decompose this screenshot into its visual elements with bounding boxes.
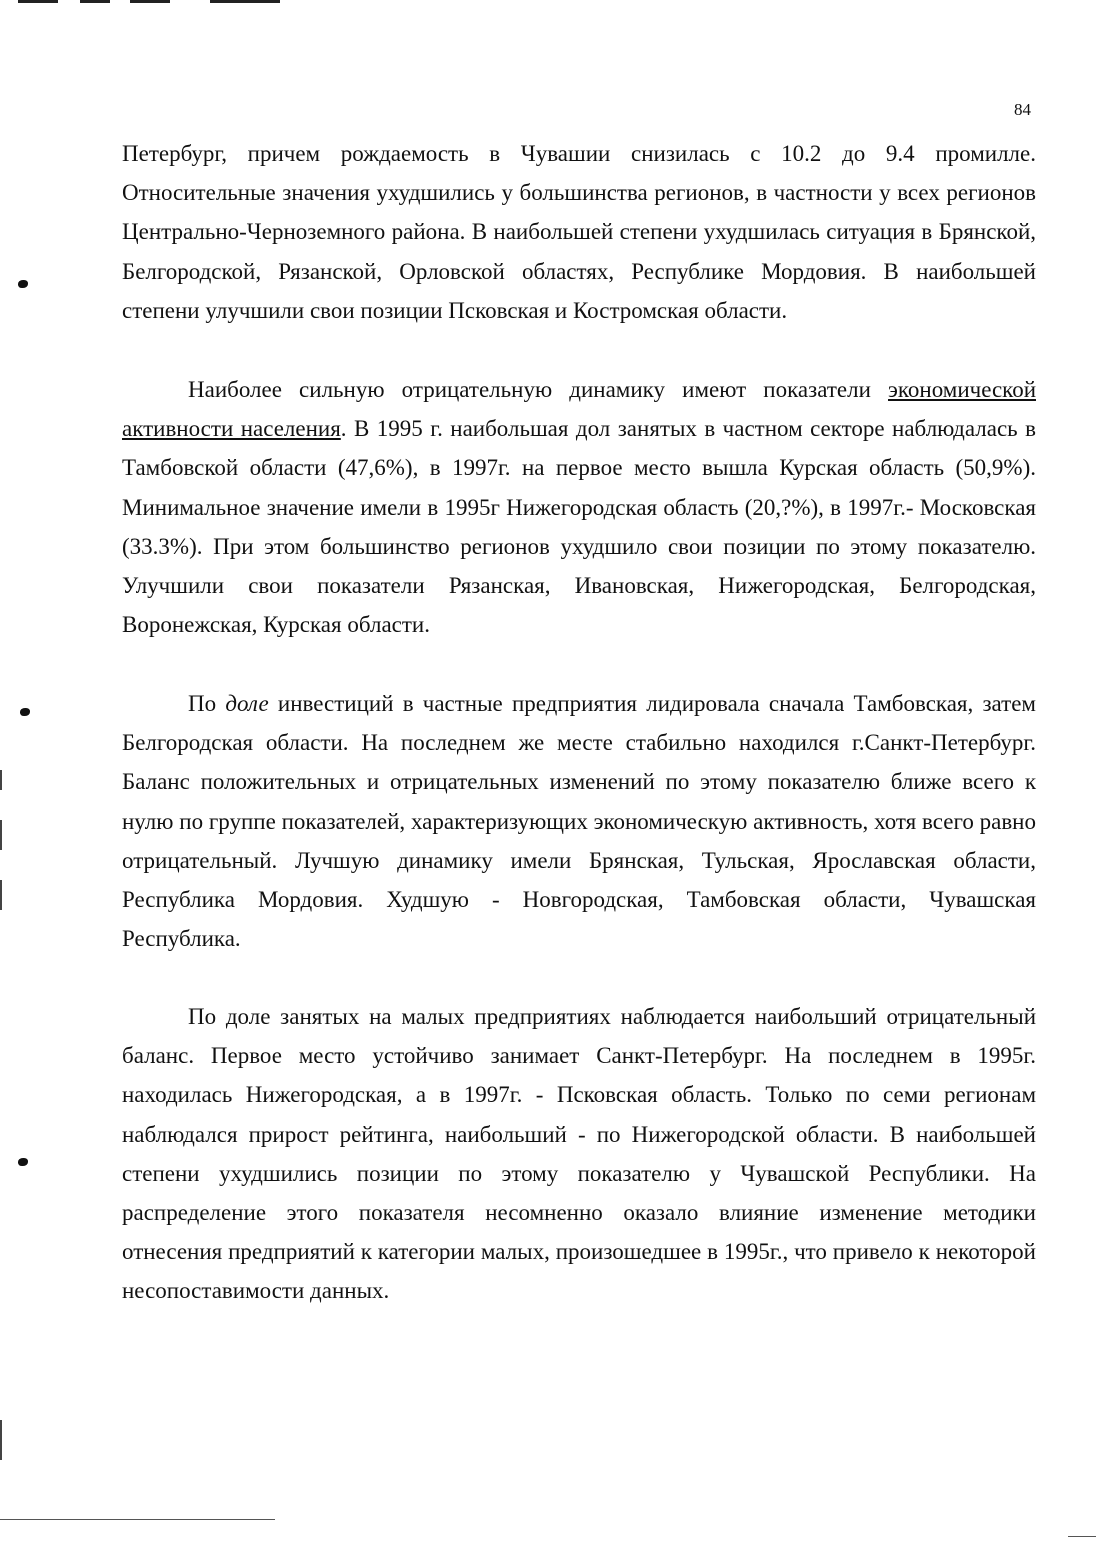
margin-tick [0, 880, 2, 910]
bottom-rule [0, 1519, 275, 1520]
paragraph-rest: . В 1995 г. наибольшая дол занятых в частном секторе наблюдалась в Тамбовской области (47,6%), в 1997г. на первое место вышла Курская область (50,9%). Минимальное значение имели в 1995г Нижегородская область (20,?%), в 1997г.- Московская (33.3%). При этом большинство регионов ухудшило свои позиции по этому показателю. Улучшили свои показатели Рязанская, Ивановская, Нижегородская, Белгородская, Воронежская, Курская области. [122, 416, 1036, 638]
paragraph-lead: По [188, 691, 226, 716]
paragraph-3 [122, 684, 1036, 958]
margin-tick [0, 820, 2, 850]
paragraph-lead: Наиболее сильную отрицательную динамику имеют показатели [188, 377, 889, 402]
margin-tick [0, 1420, 2, 1460]
paragraph-text: По доле занятых на малых предприятиях наблюдается наибольший отрицательный баланс. Первое место устойчиво занимает Санкт-Петербург. На последнем в 1995г. находилась Нижегородская, а в 1997г. - Псковская область. Только по семи регионам наблюдался прирост рейтинга, наибольший - по Нижегородской области. В наибольшей степени ухудшились позиции по этому показателю у Чувашской Республики. На распределение этого показателя несомненно оказало влияние изменение методики отнесения предприятий к категории малых, произошедшее в 1995г., что привело к некоторой несопоставимости данных. [122, 1004, 1036, 1304]
paragraph-rest: инвестиций в частные предприятия лидировала сначала Тамбовская, затем Белгородская области. На последнем же месте стабильно находился г.Санкт-Петербург. Баланс положительных и отрицательных изменений по этому показателю ближе всего к нулю по группе показателей, характеризующих экономическую активность, хотя всего равно отрицательный. Лучшую динамику имели Брянская, Тульская, Ярославская области, Республика Мордовия. Худшую - Новгородская, Тамбовская области, Чувашская Республика. [122, 691, 1036, 952]
paragraph-text: Петербург, причем рождаемость в Чувашии снизилась с 10.2 до 9.4 промилле. Относительные значения ухудшились у большинства регионов, в частности у всех регионов Центрально-Черноземного района. В наибольшей степени ухудшилась ситуация в Брянской, Белгородской, Рязанской, Орловской областях, Республике Мордовия. В наибольшей степени улучшили свои позиции Псковская и Костромская области. [122, 141, 1036, 323]
margin-mark [18, 1158, 28, 1166]
margin-tick [0, 770, 2, 790]
margin-mark [18, 280, 28, 288]
margin-mark [20, 708, 30, 716]
paragraph-2 [122, 370, 1036, 644]
paragraph-text [122, 684, 1036, 958]
underlined-term: экономической активности населения [122, 377, 1036, 442]
italic-term: доле [225, 691, 269, 716]
paragraph-1 [122, 134, 1036, 330]
paragraph-4 [122, 997, 1036, 1311]
bottom-rule [1068, 1536, 1096, 1537]
paragraph-text [122, 370, 1036, 644]
scan-edge-artifact [0, 0, 290, 4]
page-number: 84 [1014, 100, 1031, 119]
